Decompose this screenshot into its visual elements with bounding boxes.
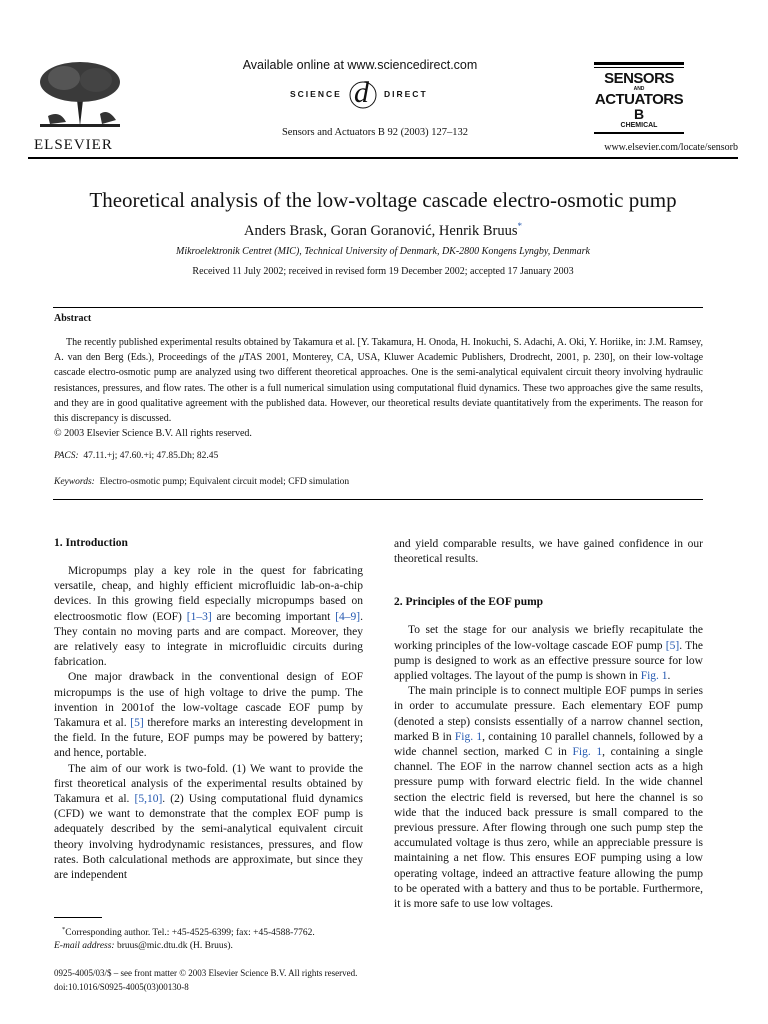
authors-line [28,221,738,240]
header-rule [28,157,738,159]
elsevier-logo [30,58,130,153]
figure-link[interactable]: Fig. 1 [454,730,483,743]
sa-line1: SENSORS [604,70,674,87]
affiliation: Mikroelektronik Centret (MIC), Technical University of Denmark, DK-2800 Kongens Lyngby, Denmark [176,246,590,257]
ref-link[interactable]: [5,10] [134,793,163,806]
authors: Anders Brask, Goran Goranović, Henrik Bruus [244,222,518,239]
footnote-corresponding: *Corresponding author. Tel.: +45-4525-6399; fax: +45-4588-7762. [62,926,315,939]
column-left [54,537,363,883]
footnote [54,923,384,953]
elsevier-tree-icon [30,58,130,130]
footnote-email: E-mail address: bruus@mic.dtu.dk (H. Bruus). [54,941,233,952]
abstract-heading: Abstract [54,313,92,324]
figure-link[interactable]: Fig. 1 [640,670,668,683]
ref-link[interactable]: [5] [130,717,144,730]
journal-reference: Sensors and Actuators B 92 (2003) 127–132 [281,127,469,138]
publisher-name: ELSEVIER [34,137,113,153]
received-dates: Received 11 July 2002; received in revised form 19 December 2002; accepted 17 January 2003 [192,266,574,277]
intro-paragraph-3: The aim of our work is two-fold. (1) We want to provide the first theoretical analysis of the experimental results obtained by Takamura et al. [5,10]. (2) Using computational fluid dynamics (CFD) we want to demonstrate that the complex EOF pump is adequately described by the semi-analytical equivalent circuit theory involving hydrodynamic resistances, pressures, and flow rates. Both calculational methods are approximate, but since they are independent [54,762,363,882]
sd-mark: d [354,76,369,109]
intro-paragraph-2: One major drawback in the conventional design of EOF micropumps is the use of high voltage to drive the pump. The invention in 2001of the low-voltage cascade EOF pump by Takamura et al. [5] therefore marks an interesting development in the field. In the future, EOF pumps may be powered by battery; and hence, portable. [54,671,363,760]
keywords: Keywords: Electro-osmotic pump; Equivalent circuit model; CFD simulation [54,477,350,487]
abstract-bottom-rule [53,499,703,500]
sa-b: B [633,106,645,122]
ref-link[interactable]: [1–3] [186,610,212,623]
section2-paragraph-2: The main principle is to connect multiple EOF pumps in series in order to accumulate pressure. Each elementary EOF pump (denoted a step) consists essentially of a narrow channel section, marked B in Fig. 1, containing 10 parallel channels, followed by a wide channel section, marked C in Fig. 1, containing a single channel. The EOF in the narrow channel section acts as a high pressure pump with forward electric field. In the wide channel section the electric field is reversed, but here the channel is so wide that the induced back pressure is small compared to the previous pressure. After flowing through one such pump step the accumulated voltage is thus zero, while an appreciable pressure is maintaining a net flow. This ensures EOF pumping using a low operating voltage, indeed an attractive feature allowing the pump to be operated with a battery and thus to be portable. Furthermore, it is more safe to use low voltages. [394,685,703,911]
column-right [394,537,703,912]
paper-title: Theoretical analysis of the low-voltage cascade electro-osmotic pump [89,188,677,212]
sa-and: AND [633,86,645,92]
footnote-rule [54,917,102,918]
col2-continuation: and yield comparable results, we have gained confidence in our theoretical results. [394,538,703,566]
intro-heading: 1. Introduction [54,537,128,549]
sa-chemical: CHEMICAL [620,122,658,129]
figure-link[interactable]: Fig. 1 [572,746,603,759]
intro-paragraph-1: Micropumps play a key role in the quest for fabricating versatile, cheap, and highly efficient microfluidic lab-on-a-chip devices. In this growing field especially micropumps based on electroosmotic flow (EOF) [1–3] are becoming important [4–9]. They contain no moving parts and are compact. Moreover, they are relatively easy to integrate in microfluidic circuits during fabrication. [54,565,363,669]
section2-heading: 2. Principles of the EOF pump [394,596,544,609]
sd-circle-icon [347,80,379,110]
sd-right: DIRECT [384,89,428,99]
available-online: Available online at www.sciencedirect.com [242,58,478,72]
ref-link[interactable]: [4–9] [335,610,361,623]
ref-link[interactable]: [5] [665,639,680,652]
abstract-text: The recently published experimental results obtained by Takamura et al. [Y. Takamura, H. Onoda, H. Inokuchi, S. Adachi, A. Oki, Y. Horiike, in: J.M. Ramsey, A. van den Berg (Eds.), Proceedings of the μTAS 2001, Monterey, CA, USA, Kluwer Academic Publishers, Drodrecht, 2001, p. 230], on their low-voltage cascade electro-osmotic pump are analyzed using two different theoretical approaches. One is the semi-analytical equivalent circuit theory involving hydraulic resistances, pressures, and flow rates. The other is a full numerical simulation using computational fluid dynamics. These two approaches give the same results, and they are in good qualitative agreement with the published data. However, our theoretical results deviate quantitatively from the experiments. The reason for this discrepancy is discussed. © 2003 Elsevier Science B.V. All rights reserved. [54,335,703,441]
abstract-top-rule [53,307,703,308]
author-mark: * [517,221,522,231]
footer-doi: doi:10.1016/S0925-4005(03)00130-8 [54,982,189,992]
abstract-copyright: © 2003 Elsevier Science B.V. All rights reserved. [54,428,252,440]
sd-left: SCIENCE [290,89,342,99]
sa-line2: ACTUATORS [594,91,684,108]
pacs: PACS: 47.11.+j; 47.60.+i; 47.85.Dh; 82.45 [54,451,219,461]
journal-url[interactable]: www.elsevier.com/locate/sensorb [604,142,738,153]
section2-paragraph-1: To set the stage for our analysis we briefly recapitulate the working principles of the low-voltage cascade EOF pump [5]. The pump is designed to work as an effective pressure source for low applied voltages. The layout of the pump is shown in Fig. 1. [394,624,704,683]
sciencedirect-logo [290,76,470,110]
sensors-actuators-logo [594,62,684,134]
footer-copyright: 0925-4005/03/$ – see front matter © 2003 Elsevier Science B.V. All rights reserved. [54,968,358,978]
